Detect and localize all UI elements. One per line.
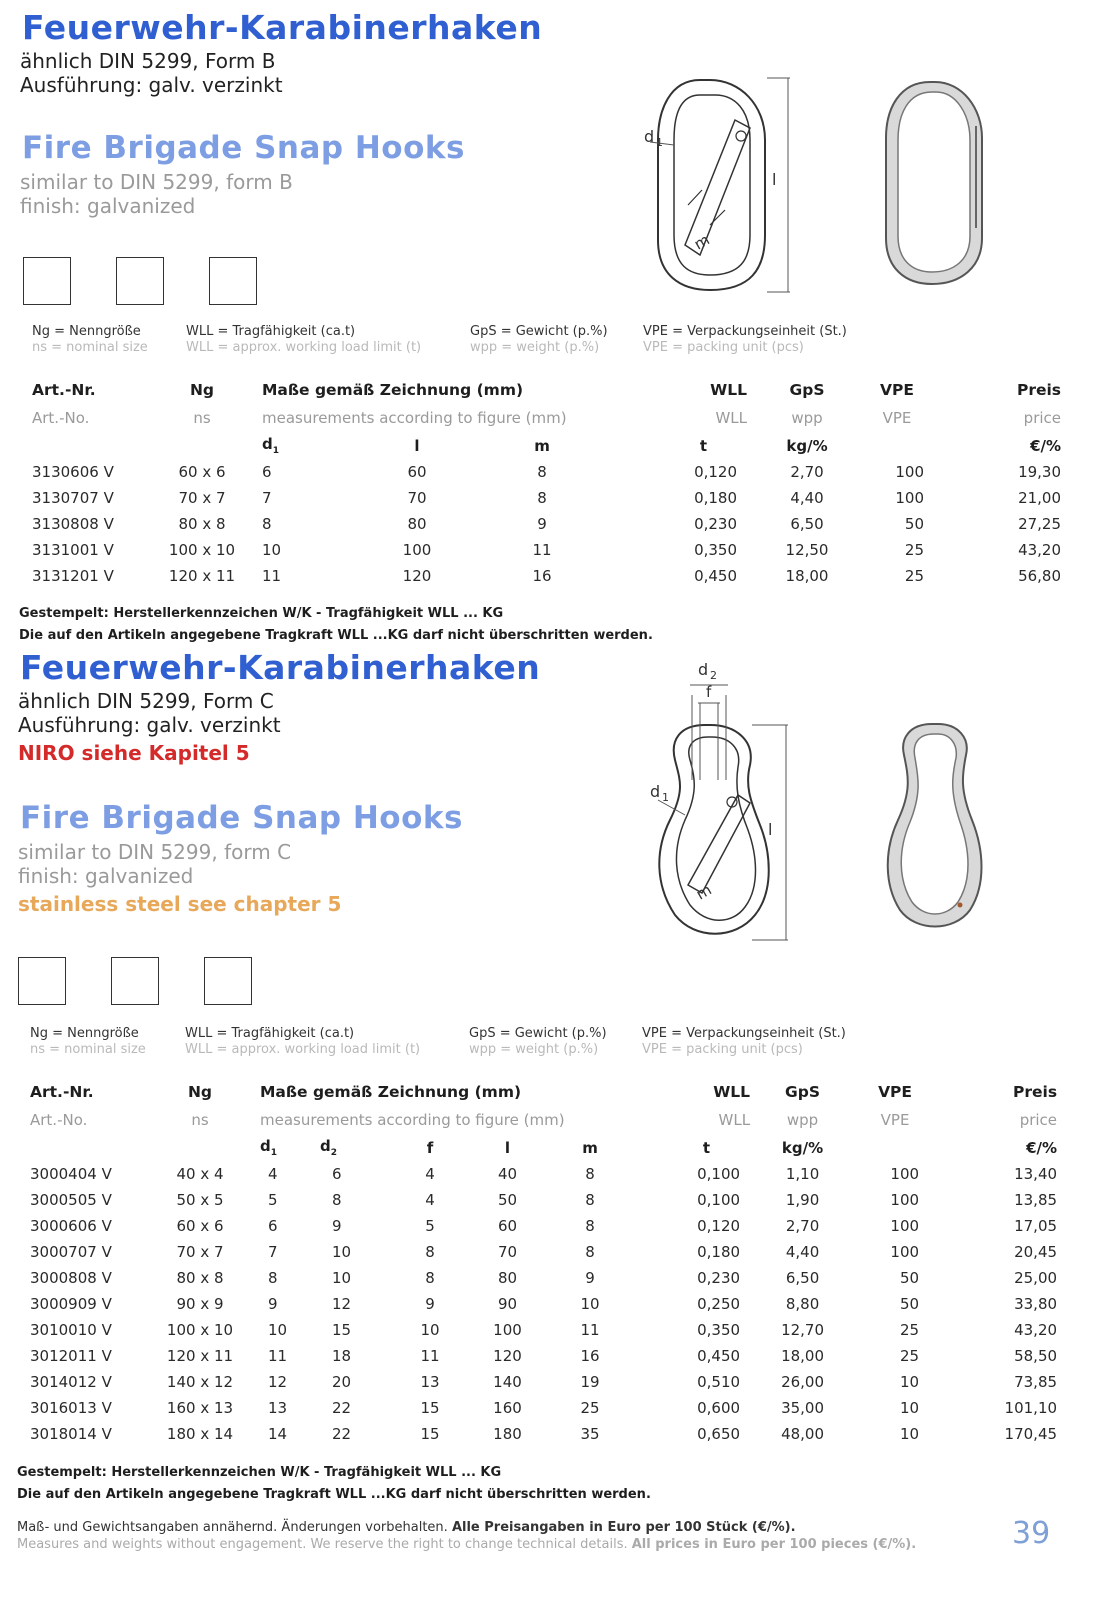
cell-price: 43,20	[1014, 1321, 1058, 1339]
cell-d2: 9	[332, 1217, 342, 1235]
header-measurements-en: measurements according to figure (mm)	[262, 409, 567, 427]
section2-note-stamped: Gestempelt: Herstellerkennzeichen W/K - Tragfähigkeit WLL ... KG	[17, 1465, 502, 1480]
cell-f: 4	[425, 1165, 435, 1183]
cell-ng: 180 x 14	[166, 1425, 234, 1443]
unit-l: l	[504, 1138, 511, 1157]
section1-subtitle-de-1: ähnlich DIN 5299, Form B	[20, 49, 276, 73]
cell-wll: 0,450	[694, 567, 738, 585]
cell-m: 16	[532, 567, 552, 585]
cell-wll: 0,180	[697, 1243, 741, 1261]
cell-m: 11	[532, 541, 552, 559]
cell-f: 10	[420, 1321, 440, 1339]
section2-legend-wll: WLL = Tragfähigkeit (ca.t) WLL = approx. working load limit (t)	[185, 1026, 421, 1057]
cell-art: 3000404 V	[30, 1165, 112, 1183]
section2-icon-box-2	[111, 957, 159, 1005]
section1-legend-gps: GpS = Gewicht (p.%) wpp = weight (p.%)	[470, 324, 608, 355]
cell-art: 3010010 V	[30, 1321, 112, 1339]
cell-gps: 1,10	[785, 1165, 820, 1183]
table-row	[32, 459, 1062, 485]
cell-d1: 7	[262, 489, 272, 507]
cell-vpe: 50	[904, 515, 925, 533]
section2-title-de: Feuerwehr-Karabinerhaken	[20, 648, 541, 687]
cell-wll: 0,230	[697, 1269, 741, 1287]
cell-price: 56,80	[1018, 567, 1062, 585]
cell-art: 3000606 V	[30, 1217, 112, 1235]
cell-vpe: 50	[899, 1269, 920, 1287]
cell-ng: 120 x 11	[166, 1347, 234, 1365]
cell-vpe: 50	[899, 1295, 920, 1313]
cell-d1: 9	[268, 1295, 278, 1313]
header-wll-de: WLL	[710, 381, 748, 399]
cell-l: 180	[493, 1425, 522, 1443]
header-price-en: price	[1023, 409, 1062, 427]
cell-wll: 0,350	[697, 1321, 741, 1339]
unit-d2: $d_2$	[320, 1137, 338, 1158]
footer-de-bold: Alle Preisangaben in Euro per 100 Stück (€/%).	[451, 1520, 796, 1535]
cell-f: 5	[425, 1217, 435, 1235]
section2-product-photo	[880, 720, 990, 940]
cell-l: 160	[493, 1399, 522, 1417]
cell-m: 19	[580, 1373, 600, 1391]
cell-ng: 100 x 10	[166, 1321, 234, 1339]
cell-art: 3000707 V	[30, 1243, 112, 1261]
header-wll-de: WLL	[713, 1083, 751, 1101]
cell-d2: 10	[332, 1243, 352, 1261]
cell-ng: 90 x 9	[176, 1295, 224, 1313]
cell-art: 3000909 V	[30, 1295, 112, 1313]
cell-ng: 120 x 11	[168, 567, 236, 585]
cell-art: 3014012 V	[30, 1373, 112, 1391]
cell-ng: 40 x 4	[176, 1165, 224, 1183]
section1-title-en: Fire Brigade Snap Hooks	[22, 130, 465, 166]
table-row	[30, 1291, 1060, 1317]
cell-price: 58,50	[1014, 1347, 1058, 1365]
cell-vpe: 25	[904, 541, 925, 559]
section2-drawing-label-f: f	[706, 683, 712, 701]
cell-m: 8	[537, 489, 547, 507]
cell-m: 8	[585, 1165, 595, 1183]
section1-table-header-de	[32, 376, 1062, 404]
table-row	[30, 1265, 1060, 1291]
table-row	[30, 1213, 1060, 1239]
cell-vpe: 100	[890, 1243, 920, 1261]
section1-table-header-en	[32, 404, 1062, 432]
cell-vpe: 100	[890, 1217, 920, 1235]
cell-art: 3000808 V	[30, 1269, 112, 1287]
unit-wll: t	[702, 1138, 711, 1157]
section1-legend-vpe: VPE = Verpackungseinheit (St.) VPE = packing unit (pcs)	[643, 324, 847, 355]
table-row	[30, 1317, 1060, 1343]
cell-art: 3130707 V	[32, 489, 114, 507]
cell-ng: 160 x 13	[166, 1399, 234, 1417]
cell-m: 8	[585, 1217, 595, 1235]
cell-art: 3012011 V	[30, 1347, 112, 1365]
cell-price: 43,20	[1018, 541, 1062, 559]
section2-drawing-label-d2: d	[698, 660, 709, 679]
cell-f: 9	[425, 1295, 435, 1313]
header-gps-de: GpS	[785, 1083, 821, 1101]
cell-wll: 0,600	[697, 1399, 741, 1417]
table-row	[32, 511, 1062, 537]
cell-l: 70	[407, 489, 427, 507]
header-gps-en: wpp	[791, 409, 823, 427]
header-vpe-en: VPE	[880, 1111, 910, 1129]
cell-price: 25,00	[1014, 1269, 1058, 1287]
cell-vpe: 10	[899, 1399, 920, 1417]
unit-gps: kg/%	[786, 436, 828, 455]
cell-m: 35	[580, 1425, 600, 1443]
section2-stainless-note: stainless steel see chapter 5	[18, 892, 342, 916]
section2-subtitle-de-1: ähnlich DIN 5299, Form C	[18, 689, 274, 713]
cell-m: 25	[580, 1399, 600, 1417]
cell-d1: 11	[268, 1347, 288, 1365]
cell-d1: 8	[262, 515, 272, 533]
section2-icon-box-1	[18, 957, 66, 1005]
cell-m: 8	[585, 1243, 595, 1261]
cell-price: 20,45	[1014, 1243, 1058, 1261]
cell-wll: 0,250	[697, 1295, 741, 1313]
header-art-en: Art.-No.	[30, 1111, 88, 1129]
cell-price: 33,80	[1014, 1295, 1058, 1313]
cell-l: 40	[497, 1165, 518, 1183]
header-price-de: Preis	[1016, 381, 1062, 399]
section2-product-table	[30, 1078, 1060, 1447]
cell-l: 50	[497, 1191, 518, 1209]
cell-d2: 8	[332, 1191, 342, 1209]
header-vpe-de: VPE	[880, 381, 914, 399]
section1-subtitle-de-2: Ausführung: galv. verzinkt	[20, 73, 283, 97]
cell-art: 3131201 V	[32, 567, 114, 585]
cell-ng: 70 x 7	[176, 1243, 224, 1261]
section1-title-de: Feuerwehr-Karabinerhaken	[22, 8, 543, 47]
section2-drawing-label-l: l	[768, 820, 773, 839]
cell-m: 9	[537, 515, 547, 533]
cell-d1: 10	[262, 541, 282, 559]
cell-m: 8	[585, 1191, 595, 1209]
table-row	[30, 1239, 1060, 1265]
cell-l: 90	[497, 1295, 518, 1313]
section2-subtitle-de-2: Ausführung: galv. verzinkt	[18, 713, 281, 737]
cell-wll: 0,100	[697, 1191, 741, 1209]
cell-ng: 50 x 5	[176, 1191, 224, 1209]
cell-ng: 60 x 6	[176, 1217, 224, 1235]
cell-wll: 0,120	[694, 463, 738, 481]
header-art-en: Art.-No.	[32, 409, 90, 427]
section1-technical-drawing	[640, 70, 800, 300]
cell-f: 4	[425, 1191, 435, 1209]
cell-price: 21,00	[1018, 489, 1062, 507]
cell-vpe: 10	[899, 1373, 920, 1391]
cell-wll: 0,350	[694, 541, 738, 559]
cell-d1: 14	[268, 1425, 288, 1443]
footer-en-plain: Measures and weights without engagement. We reserve the right to change technical details.	[17, 1537, 628, 1552]
cell-d1: 11	[262, 567, 282, 585]
section1-drawing-label-d1: d	[644, 127, 655, 146]
cell-l: 60	[407, 463, 427, 481]
cell-m: 9	[585, 1269, 595, 1287]
section1-drawing-label-d1-sub: 1	[656, 136, 663, 149]
unit-price: €/%	[1026, 1138, 1058, 1157]
cell-gps: 12,50	[785, 541, 829, 559]
unit-m: m	[582, 1138, 598, 1157]
cell-d1: 10	[268, 1321, 288, 1339]
section1-drawing-label-l: l	[772, 170, 777, 189]
section1-product-photo	[880, 78, 990, 290]
section2-drawing-label-m: m	[693, 880, 715, 904]
cell-m: 16	[580, 1347, 600, 1365]
header-wll-en: WLL	[718, 1111, 751, 1129]
footer-en	[17, 1537, 916, 1552]
cell-d1: 4	[268, 1165, 278, 1183]
section2-drawing-label-d2-sub: 2	[710, 669, 717, 682]
cell-gps: 12,70	[781, 1321, 825, 1339]
section1-legend-wll: WLL = Tragfähigkeit (ca.t) WLL = approx. working load limit (t)	[186, 324, 422, 355]
cell-d1: 12	[268, 1373, 288, 1391]
section2-table-header-en	[30, 1106, 1060, 1134]
cell-price: 17,05	[1014, 1217, 1058, 1235]
section1-drawing-label-m: m	[691, 230, 713, 254]
unit-d1: $d_1$	[260, 1137, 278, 1158]
section1-icon-box-2	[116, 257, 164, 305]
cell-wll: 0,650	[697, 1425, 741, 1443]
unit-l: l	[414, 436, 420, 455]
cell-gps: 4,40	[785, 1243, 820, 1261]
section2-drawing-label-d1: d	[650, 782, 661, 801]
cell-d1: 5	[268, 1191, 278, 1209]
cell-price: 101,10	[1004, 1399, 1058, 1417]
section1-subtitle-en-1: similar to DIN 5299, form B	[20, 170, 293, 194]
cell-l: 100	[493, 1321, 522, 1339]
cell-m: 8	[537, 463, 547, 481]
section1-table-units	[32, 432, 1062, 459]
cell-l: 80	[497, 1269, 518, 1287]
cell-d2: 20	[332, 1373, 352, 1391]
cell-ng: 60 x 6	[178, 463, 226, 481]
header-measurements-de: Maße gemäß Zeichnung (mm)	[262, 381, 524, 399]
cell-d1: 7	[268, 1243, 278, 1261]
cell-l: 100	[402, 541, 432, 559]
cell-vpe: 100	[890, 1165, 920, 1183]
section2-legend-ng: Ng = Nenngröße ns = nominal size	[30, 1026, 146, 1057]
cell-d1: 6	[262, 463, 272, 481]
cell-gps: 35,00	[781, 1399, 825, 1417]
cell-l: 70	[497, 1243, 518, 1261]
cell-d2: 6	[332, 1165, 342, 1183]
header-ng-en: ns	[193, 409, 211, 427]
cell-ng: 80 x 8	[178, 515, 226, 533]
cell-gps: 1,90	[785, 1191, 820, 1209]
cell-price: 73,85	[1014, 1373, 1058, 1391]
section2-subtitle-en-1: similar to DIN 5299, form C	[18, 840, 292, 864]
page-number: 39	[1012, 1516, 1051, 1551]
cell-gps: 2,70	[785, 1217, 820, 1235]
cell-art: 3131001 V	[32, 541, 114, 559]
footer-de	[17, 1520, 796, 1535]
cell-gps: 6,50	[785, 1269, 820, 1287]
cell-d1: 13	[268, 1399, 288, 1417]
cell-d2: 22	[332, 1425, 352, 1443]
header-price-en: price	[1019, 1111, 1058, 1129]
section2-table-units	[30, 1134, 1060, 1161]
table-row	[30, 1343, 1060, 1369]
unit-wll: t	[699, 436, 708, 455]
table-row	[32, 537, 1062, 563]
unit-price: €/%	[1030, 436, 1062, 455]
unit-gps: kg/%	[781, 1138, 824, 1157]
cell-vpe: 100	[895, 463, 925, 481]
header-art-de: Art.-Nr.	[30, 1083, 94, 1101]
cell-price: 13,85	[1014, 1191, 1058, 1209]
table-row	[30, 1421, 1060, 1447]
section2-technical-drawing	[640, 655, 800, 945]
cell-l: 60	[497, 1217, 518, 1235]
cell-d2: 12	[332, 1295, 352, 1313]
cell-f: 15	[420, 1399, 440, 1417]
table-row	[30, 1187, 1060, 1213]
section2-title-en: Fire Brigade Snap Hooks	[20, 800, 463, 836]
cell-wll: 0,120	[697, 1217, 741, 1235]
table-row	[32, 485, 1062, 511]
cell-price: 13,40	[1014, 1165, 1058, 1183]
cell-vpe: 25	[899, 1321, 920, 1339]
cell-price: 19,30	[1018, 463, 1062, 481]
cell-art: 3130808 V	[32, 515, 114, 533]
cell-gps: 26,00	[781, 1373, 825, 1391]
section2-legend-vpe: VPE = Verpackungseinheit (St.) VPE = packing unit (pcs)	[642, 1026, 846, 1057]
cell-d2: 15	[332, 1321, 352, 1339]
header-ng-en: ns	[191, 1111, 209, 1129]
cell-ng: 80 x 8	[176, 1269, 224, 1287]
unit-f: f	[426, 1138, 434, 1157]
header-wll-en: WLL	[715, 409, 748, 427]
cell-f: 11	[420, 1347, 440, 1365]
cell-wll: 0,100	[697, 1165, 741, 1183]
section1-note-stamped: Gestempelt: Herstellerkennzeichen W/K - Tragfähigkeit WLL ... KG	[19, 606, 504, 621]
cell-m: 11	[580, 1321, 600, 1339]
cell-wll: 0,180	[694, 489, 738, 507]
section2-legend-gps: GpS = Gewicht (p.%) wpp = weight (p.%)	[469, 1026, 607, 1057]
header-ng-de: Ng	[187, 1083, 213, 1101]
cell-d2: 10	[332, 1269, 352, 1287]
cell-d1: 8	[268, 1269, 278, 1287]
cell-l: 80	[407, 515, 427, 533]
section2-drawing-label-d1-sub: 1	[662, 791, 669, 804]
cell-vpe: 10	[899, 1425, 920, 1443]
cell-gps: 2,70	[790, 463, 824, 481]
section2-subtitle-en-2: finish: galvanized	[18, 864, 194, 888]
section2-note-load-limit: Die auf den Artikeln angegebene Tragkraft WLL ...KG darf nicht überschritten werden.	[17, 1487, 651, 1502]
table-row	[32, 563, 1062, 589]
cell-d2: 18	[332, 1347, 352, 1365]
cell-vpe: 25	[899, 1347, 920, 1365]
section2-table-header-de	[30, 1078, 1060, 1106]
table-row	[30, 1161, 1060, 1187]
cell-d1: 6	[268, 1217, 278, 1235]
cell-vpe: 25	[904, 567, 925, 585]
footer-en-bold: All prices in Euro per 100 pieces (€/%).	[631, 1537, 917, 1552]
cell-f: 13	[420, 1373, 440, 1391]
cell-ng: 70 x 7	[178, 489, 226, 507]
cell-wll: 0,450	[697, 1347, 741, 1365]
cell-art: 3130606 V	[32, 463, 114, 481]
cell-ng: 140 x 12	[166, 1373, 234, 1391]
cell-price: 170,45	[1004, 1425, 1058, 1443]
cell-gps: 8,80	[785, 1295, 820, 1313]
cell-gps: 48,00	[781, 1425, 825, 1443]
header-gps-en: wpp	[786, 1111, 819, 1129]
section2-niro-note: NIRO siehe Kapitel 5	[18, 741, 250, 765]
cell-vpe: 100	[895, 489, 925, 507]
header-ng-de: Ng	[189, 381, 215, 399]
section1-note-load-limit: Die auf den Artikeln angegebene Tragkraft WLL ...KG darf nicht überschritten werden.	[19, 628, 653, 643]
unit-m: m	[534, 436, 550, 455]
cell-art: 3016013 V	[30, 1399, 112, 1417]
header-measurements-en: measurements according to figure (mm)	[260, 1111, 565, 1129]
unit-d1: $d_1$	[262, 435, 280, 456]
cell-f: 15	[420, 1425, 440, 1443]
section1-icon-box-1	[23, 257, 71, 305]
cell-art: 3018014 V	[30, 1425, 112, 1443]
footer-de-plain: Maß- und Gewichtsangaben annähernd. Änderungen vorbehalten.	[17, 1520, 448, 1535]
cell-l: 140	[493, 1373, 522, 1391]
section1-legend-ng: Ng = Nenngröße ns = nominal size	[32, 324, 148, 355]
header-measurements-de: Maße gemäß Zeichnung (mm)	[260, 1083, 522, 1101]
cell-wll: 0,510	[697, 1373, 741, 1391]
section1-icon-box-3	[209, 257, 257, 305]
header-vpe-en: VPE	[882, 409, 912, 427]
cell-vpe: 100	[890, 1191, 920, 1209]
header-gps-de: GpS	[789, 381, 825, 399]
cell-gps: 18,00	[785, 567, 829, 585]
cell-price: 27,25	[1018, 515, 1062, 533]
cell-d2: 22	[332, 1399, 352, 1417]
cell-gps: 6,50	[790, 515, 824, 533]
header-vpe-de: VPE	[878, 1083, 913, 1101]
section1-subtitle-en-2: finish: galvanized	[20, 194, 196, 218]
table-row	[30, 1369, 1060, 1395]
cell-gps: 18,00	[781, 1347, 825, 1365]
cell-l: 120	[402, 567, 432, 585]
section2-icon-box-3	[204, 957, 252, 1005]
table-row	[30, 1395, 1060, 1421]
cell-m: 10	[580, 1295, 600, 1313]
cell-ng: 100 x 10	[168, 541, 236, 559]
cell-f: 8	[425, 1269, 435, 1287]
header-price-de: Preis	[1012, 1083, 1058, 1101]
cell-gps: 4,40	[790, 489, 824, 507]
cell-art: 3000505 V	[30, 1191, 112, 1209]
cell-l: 120	[493, 1347, 522, 1365]
section1-product-table	[32, 376, 1062, 589]
cell-wll: 0,230	[694, 515, 738, 533]
header-art-de: Art.-Nr.	[32, 381, 96, 399]
cell-f: 8	[425, 1243, 435, 1261]
